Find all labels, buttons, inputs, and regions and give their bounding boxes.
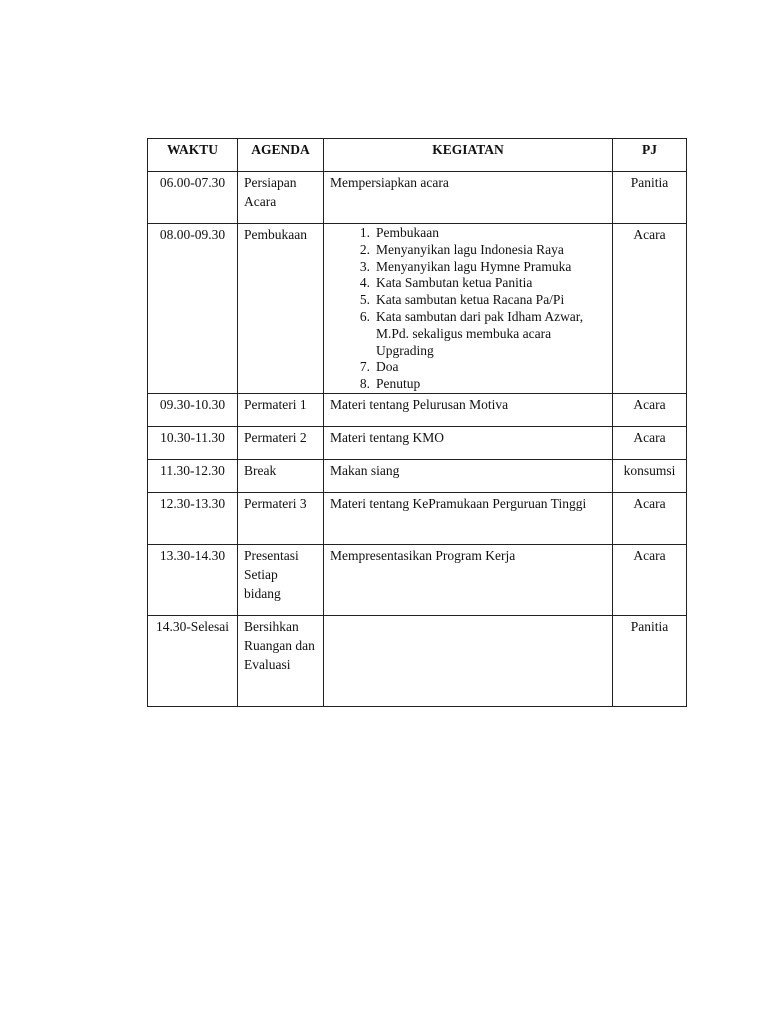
list-item-text: Menyanyikan lagu Hymne Pramuka <box>376 258 572 274</box>
cell-agenda: Persiapan Acara <box>238 172 324 224</box>
cell-kegiatan: Materi tentang Pelurusan Motiva <box>324 393 613 426</box>
table-header-row <box>148 139 687 172</box>
list-item <box>324 376 606 393</box>
cell-pj: konsumsi <box>613 459 687 492</box>
list-item-text: Penutup <box>376 376 421 392</box>
cell-waktu: 08.00-09.30 <box>148 224 238 394</box>
list-item <box>324 292 606 309</box>
cell-pj: Acara <box>613 492 687 544</box>
cell-agenda: Permateri 1 <box>238 393 324 426</box>
cell-waktu: 11.30-12.30 <box>148 459 238 492</box>
list-item <box>324 225 606 242</box>
cell-kegiatan <box>324 224 613 394</box>
list-item-number: 3. <box>359 258 370 274</box>
cell-agenda: Pembukaan <box>238 224 324 394</box>
table-row <box>148 224 687 394</box>
table-row <box>148 459 687 492</box>
list-item-number: 6. <box>359 308 370 324</box>
cell-agenda: Permateri 2 <box>238 426 324 459</box>
table-row <box>148 544 687 615</box>
table-row <box>148 426 687 459</box>
list-item-number: 7. <box>359 359 370 375</box>
cell-kegiatan: Materi tentang KePramukaan Perguruan Tinggi <box>324 492 613 544</box>
list-item-number: 2. <box>359 241 370 257</box>
table-row <box>148 492 687 544</box>
cell-pj: Acara <box>613 393 687 426</box>
list-item-number: 1. <box>359 225 370 240</box>
cell-agenda: Bersihkan Ruangan dan Evaluasi <box>238 615 324 706</box>
cell-pj: Acara <box>613 426 687 459</box>
cell-waktu: 13.30-14.30 <box>148 544 238 615</box>
cell-pj: Panitia <box>613 172 687 224</box>
cell-agenda: Presentasi Setiap bidang <box>238 544 324 615</box>
table-row <box>148 172 687 224</box>
header-waktu: WAKTU <box>148 139 238 172</box>
cell-waktu: 14.30-Selesai <box>148 615 238 706</box>
list-item-number: 5. <box>359 292 370 308</box>
kegiatan-list <box>324 225 606 393</box>
list-item <box>324 359 606 376</box>
header-kegiatan: KEGIATAN <box>324 139 613 172</box>
list-item-text: Doa <box>376 359 399 375</box>
table-row <box>148 393 687 426</box>
cell-kegiatan: Makan siang <box>324 459 613 492</box>
table-row <box>148 615 687 706</box>
cell-agenda: Permateri 3 <box>238 492 324 544</box>
cell-kegiatan: Materi tentang KMO <box>324 426 613 459</box>
cell-pj: Acara <box>613 544 687 615</box>
list-item-text: Kata sambutan dari pak Idham Azwar, M.Pd. sekaligus membuka acara Upgrading <box>376 308 584 358</box>
cell-pj: Acara <box>613 224 687 394</box>
cell-waktu: 06.00-07.30 <box>148 172 238 224</box>
list-item-text: Kata Sambutan ketua Panitia <box>376 275 533 291</box>
cell-waktu: 09.30-10.30 <box>148 393 238 426</box>
cell-kegiatan <box>324 615 613 706</box>
cell-kegiatan: Mempersiapkan acara <box>324 172 613 224</box>
list-item <box>324 259 606 276</box>
cell-agenda: Break <box>238 459 324 492</box>
cell-kegiatan: Mempresentasikan Program Kerja <box>324 544 613 615</box>
list-item-number: 4. <box>359 275 370 291</box>
list-item <box>324 275 606 292</box>
list-item <box>324 309 606 359</box>
cell-waktu: 10.30-11.30 <box>148 426 238 459</box>
list-item <box>324 242 606 259</box>
header-pj: PJ <box>613 139 687 172</box>
cell-pj: Panitia <box>613 615 687 706</box>
header-agenda: AGENDA <box>238 139 324 172</box>
list-item-number: 8. <box>359 376 370 392</box>
list-item-text: Kata sambutan ketua Racana Pa/Pi <box>376 292 565 308</box>
list-item-text: Menyanyikan lagu Indonesia Raya <box>376 241 564 257</box>
list-item-text: Pembukaan <box>376 225 439 240</box>
cell-waktu: 12.30-13.30 <box>148 492 238 544</box>
schedule-table <box>147 138 687 707</box>
